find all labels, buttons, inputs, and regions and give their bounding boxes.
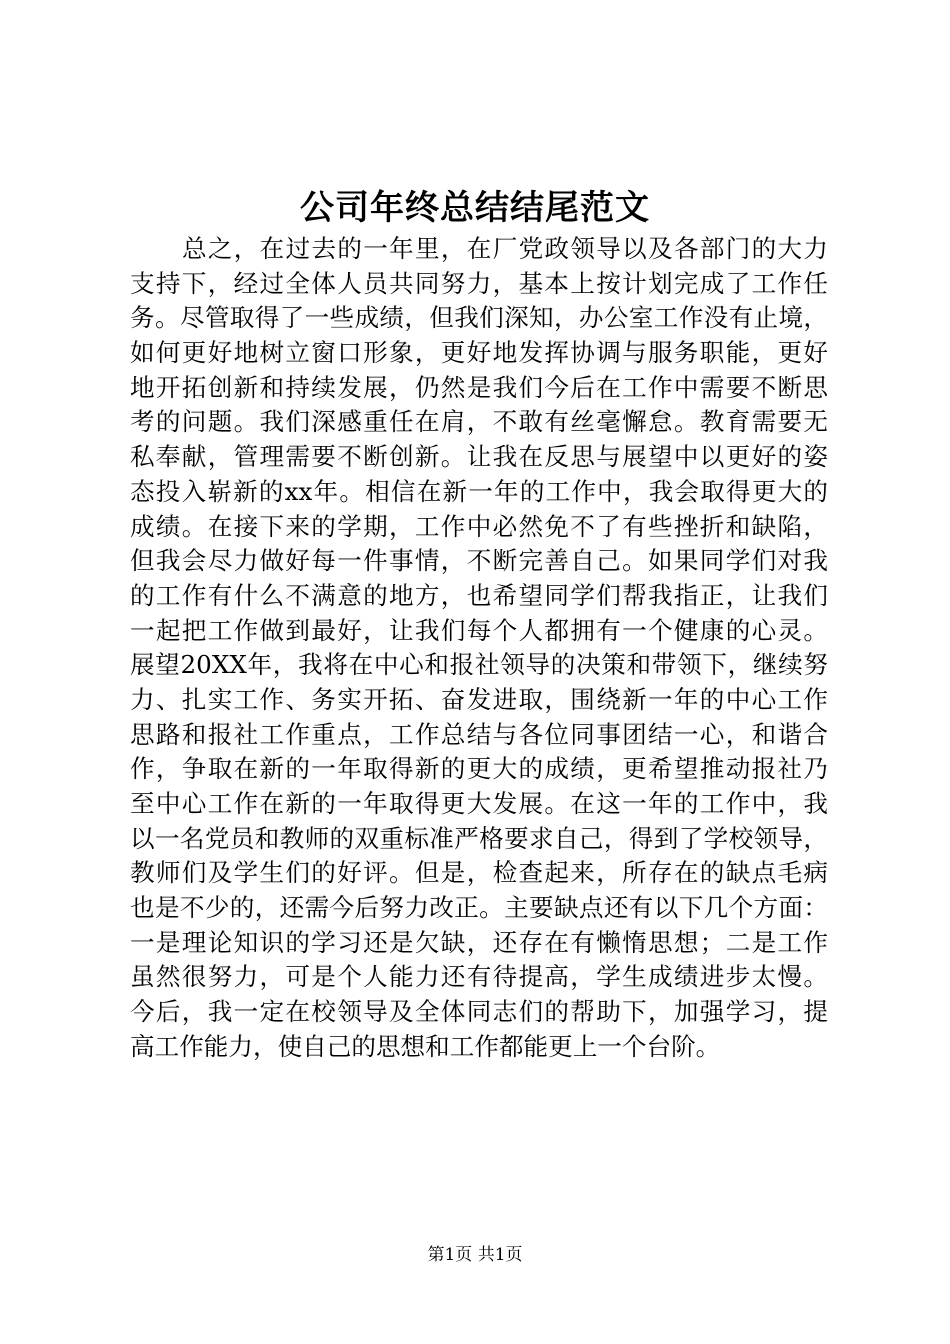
body-line: 一是理论知识的学习还是欠缺，还存在有懒惰思想；二是工作 bbox=[130, 927, 828, 957]
body-paragraph bbox=[130, 232, 828, 1065]
body-line: 地开拓创新和持续发展，仍然是我们今后在工作中需要不断思 bbox=[130, 372, 828, 402]
body-line: 今后，我一定在校领导及全体同志们的帮助下，加强学习，提 bbox=[130, 997, 828, 1027]
body-line: 总之，在过去的一年里，在厂党政领导以及各部门的大力 bbox=[182, 234, 828, 263]
body-line: 以一名党员和教师的双重标准严格要求自己，得到了学校领导， bbox=[130, 823, 828, 853]
body-line: 虽然很努力，可是个人能力还有待提高，学生成绩进步太慢。 bbox=[130, 962, 828, 992]
body-line: 高工作能力，使自己的思想和工作都能更上一个台阶。 bbox=[130, 1031, 721, 1061]
body-line: 考的问题。我们深感重任在肩，不敢有丝毫懈怠。教育需要无 bbox=[130, 407, 828, 437]
body-line: 私奉献，管理需要不断创新。让我在反思与展望中以更好的姿 bbox=[130, 442, 828, 472]
body-line: 态投入崭新的xx年。相信在新一年的工作中，我会取得更大的 bbox=[130, 476, 828, 506]
body-line: 支持下，经过全体人员共同努力，基本上按计划完成了工作任 bbox=[130, 268, 828, 298]
body-line: 如何更好地树立窗口形象，更好地发挥协调与服务职能，更好 bbox=[130, 338, 828, 368]
body-line: 的工作有什么不满意的地方，也希望同学们帮我指正，让我们 bbox=[130, 580, 828, 610]
page-title: 公司年终总结结尾范文 bbox=[300, 188, 650, 228]
body-line: 力、扎实工作、务实开拓、奋发进取，围绕新一年的中心工作 bbox=[130, 684, 828, 714]
page-footer: 第1页 共1页 bbox=[427, 1245, 523, 1265]
body-line: 但我会尽力做好每一件事情，不断完善自己。如果同学们对我 bbox=[130, 546, 828, 576]
body-line: 展望20XX年，我将在中心和报社领导的决策和带领下，继续努 bbox=[130, 650, 828, 680]
body-line: 也是不少的，还需今后努力改正。主要缺点还有以下几个方面： bbox=[130, 893, 828, 923]
body-line: 至中心工作在新的一年取得更大发展。在这一年的工作中，我 bbox=[130, 789, 828, 818]
body-line: 成绩。在接下来的学期，工作中必然免不了有些挫折和缺陷， bbox=[130, 511, 828, 541]
body-line: 教师们及学生们的好评。但是，检查起来，所存在的缺点毛病 bbox=[130, 858, 828, 888]
body-line: 务。尽管取得了一些成绩，但我们深知，办公室工作没有止境， bbox=[130, 303, 828, 333]
body-line: 思路和报社工作重点，工作总结与各位同事团结一心，和谐合 bbox=[130, 719, 828, 749]
body-line: 一起把工作做到最好，让我们每个人都拥有一个健康的心灵。 bbox=[130, 615, 828, 645]
body-line: 作，争取在新的一年取得新的更大的成绩，更希望推动报社乃 bbox=[130, 754, 828, 784]
